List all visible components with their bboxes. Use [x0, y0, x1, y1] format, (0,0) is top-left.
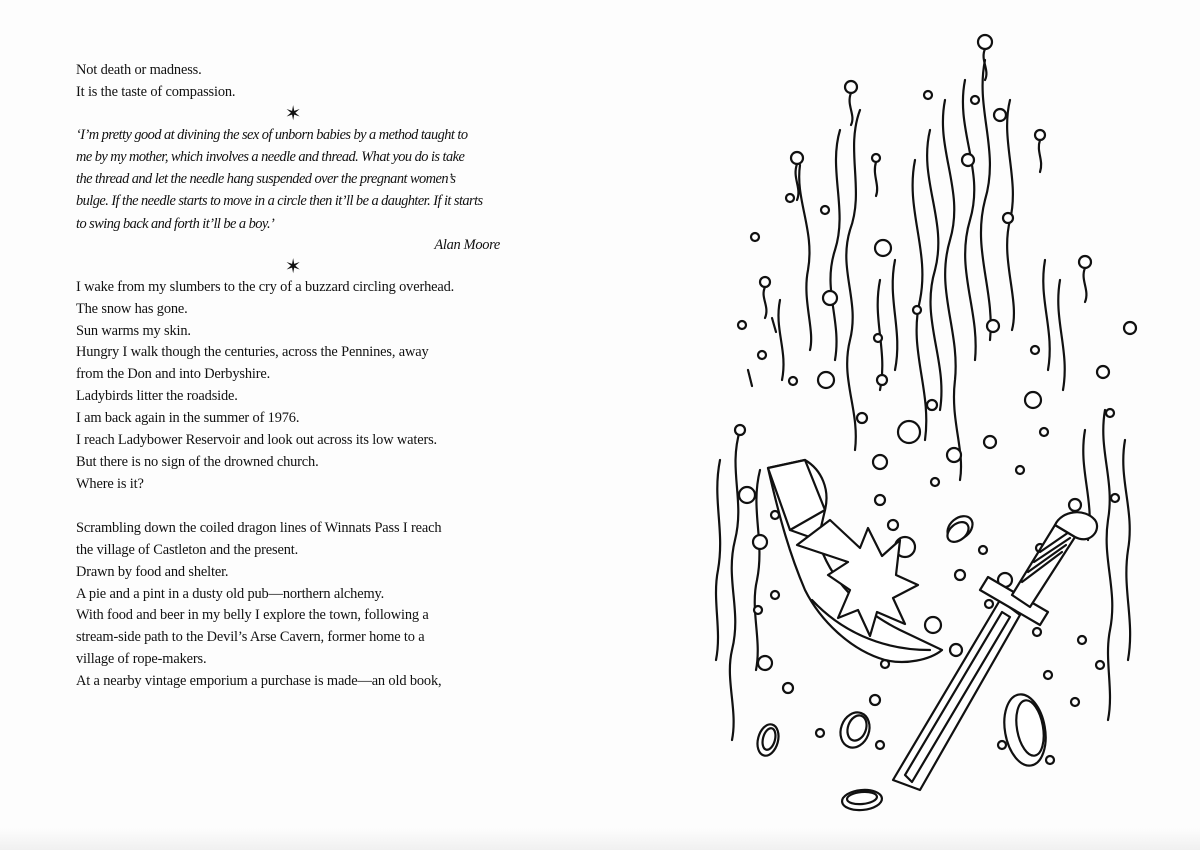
section-separator-star: ✶	[284, 255, 302, 278]
stanza-two	[76, 518, 506, 693]
poem-opening	[76, 60, 506, 104]
illustration-panel	[690, 20, 1150, 830]
stanza-line: Drawn by food and shelter.	[76, 563, 229, 580]
poem-line: It is the taste of compassion.	[76, 83, 236, 100]
sunken-weapons-illustration	[690, 20, 1150, 830]
stanza-line: from the Don and into Derbyshire.	[76, 366, 271, 383]
stanza-line: Ladybirds litter the roadside.	[76, 388, 238, 405]
section-separator-star: ✶	[284, 102, 302, 125]
stanza-one	[76, 277, 506, 496]
stanza-line: the village of Castleton and the present.	[76, 541, 299, 558]
stanza-line: I wake from my slumbers to the cry of a buzzard circling overhead.	[76, 278, 455, 295]
stanza-line: I am back again in the summer of 1976.	[76, 410, 300, 427]
quote-line: me by my mother, which involves a needle and thread. What you do is take	[76, 149, 465, 166]
poem-line: Not death or madness.	[76, 62, 202, 78]
stanza-line: Sun warms my skin.	[76, 322, 191, 339]
wavy-water-lines	[716, 60, 1130, 740]
quote-line: the thread and let the needle hang suspended over the pregnant women’s	[76, 171, 456, 188]
left-page-text	[76, 60, 506, 693]
stanza-line: But there is no sign of the drowned church.	[76, 453, 319, 470]
stanza-line: The snow has gone.	[76, 300, 188, 317]
stanza-line: Hungry I walk though the centuries, across the Pennines, away	[76, 344, 429, 361]
quote-line: ‘I’m pretty good at divining the sex of unborn babies by a method taught to	[76, 126, 468, 143]
stanza-line: With food and beer in my belly I explore the town, following a	[76, 607, 429, 624]
stanza-gap	[76, 496, 506, 518]
stanza-line: Scrambling down the coiled dragon lines of Winnats Pass I reach	[76, 519, 442, 536]
stanza-line: stream-side path to the Devil’s Arse Cavern, former home to a	[76, 629, 425, 646]
quote-block	[76, 124, 506, 235]
stanza-line: A pie and a pint in a dusty old pub—northern alchemy.	[76, 585, 385, 602]
quote-line: to swing back and forth it’ll be a boy.’	[76, 215, 275, 232]
quote-line: bulge. If the needle starts to move in a circle then it’ll be a daughter. If it starts	[76, 193, 483, 210]
stanza-line: village of rope-makers.	[76, 651, 207, 668]
page-bottom-edge	[0, 828, 1200, 850]
stanza-line: At a nearby vintage emporium a purchase is made—an old book,	[76, 673, 442, 690]
curved-knife	[768, 460, 942, 662]
stanza-line: I reach Ladybower Reservoir and look out across its low waters.	[76, 432, 437, 449]
stanza-line: Where is it?	[76, 475, 144, 492]
quote-attribution: Alan Moore	[434, 236, 500, 253]
